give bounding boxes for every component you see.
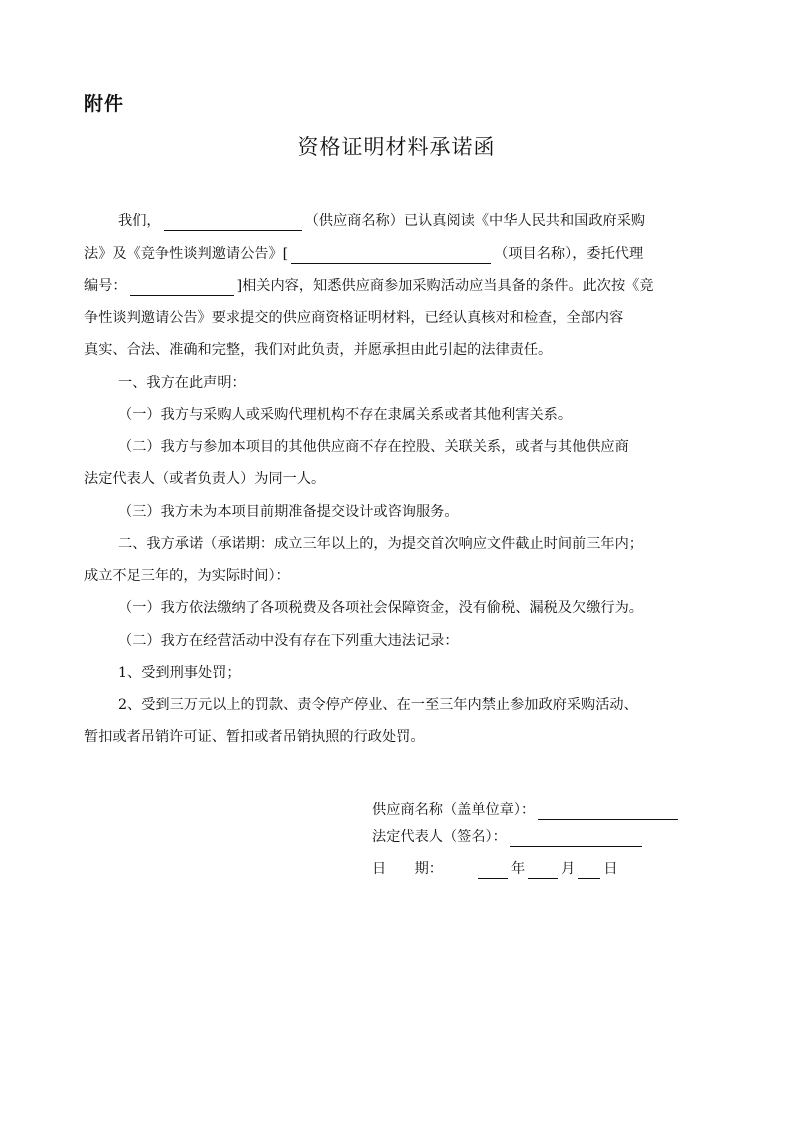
section1-heading: 一、我方在此声明： (118, 375, 246, 391)
section1-item2-line1: （二）我方与参加本项目的其他供应商不存在控股、关联关系，或者与其他供应商 (118, 439, 629, 455)
day-blank[interactable] (578, 863, 600, 879)
project-name-blank[interactable] (291, 248, 491, 264)
representative-blank[interactable] (510, 831, 642, 847)
intro-line-2 (84, 244, 716, 264)
section2-sub2-line1: 2、受到三万元以上的罚款、责令停产停业、在一至三年内禁止参加政府采购活动、 (118, 697, 638, 713)
date-row (372, 859, 618, 879)
representative-label: 法定代表人（签名）： (372, 829, 507, 845)
page-title: 资格证明材料承诺函 (297, 135, 496, 159)
intro-text-1: （供应商名称）已认真阅读《中华人民共和国政府采购 (304, 213, 646, 229)
intro-line-1 (84, 211, 716, 231)
section2-heading-line1: 二、我方承诺（承诺期：成立三年以上的，为提交首次响应文件截止时间前三年内； (118, 536, 643, 552)
intro-text-3b: ]相关内容，知悉供应商参加采购活动应当具备的条件。此次按《竞 (236, 278, 654, 294)
day-label: 日 (603, 861, 618, 877)
month-blank[interactable] (528, 863, 558, 879)
intro-we: 我们， (118, 213, 161, 229)
section2-item1: （一）我方依法缴纳了各项税费及各项社会保障资金，没有偷税、漏税及欠缴行为。 (118, 600, 643, 616)
month-label: 月 (561, 861, 576, 877)
year-label: 年 (510, 861, 526, 877)
section2-item2: （二）我方在经营活动中没有存在下列重大违法记录： (118, 633, 459, 649)
section2-sub2-line2: 暂扣或者吊销许可证、暂扣或者吊销执照的行政处罚。 (84, 729, 425, 745)
attachment-label: 附件 (84, 93, 125, 115)
supplier-seal-blank[interactable] (538, 804, 678, 820)
section2-sub1: 1、受到刑事处罚； (118, 665, 241, 681)
agency-number-blank[interactable] (130, 280, 234, 296)
section2-heading-line2: 成立不足三年的，为实际时间）： (84, 568, 290, 584)
intro-text-2a: 法》及《竞争性谈判邀请公告》[ (84, 246, 289, 262)
section1-item1: （一）我方与采购人或采购代理机构不存在隶属关系或者其他利害关系。 (118, 407, 573, 423)
representative-signature-row (372, 827, 645, 847)
supplier-seal-label: 供应商名称（盖单位章）： (372, 802, 536, 818)
year-blank[interactable] (478, 863, 508, 879)
section1-item3: （三）我方未为本项目前期准备提交设计或咨询服务。 (118, 504, 459, 520)
intro-text-2b: （项目名称），委托代理 (494, 246, 644, 262)
supplier-name-blank[interactable] (164, 215, 302, 231)
intro-line-4: 争性谈判邀请公告》要求提交的供应商资格证明材料，已经认真核对和检查，全部内容 (84, 310, 624, 326)
intro-text-3a: 编号： (84, 278, 127, 294)
supplier-signature-row (372, 800, 681, 820)
intro-line-5: 真实、合法、准确和完整，我们对此负责，并愿承担由此引起的法律责任。 (84, 342, 553, 358)
section1-item2-line2: 法定代表人（或者负责人）为同一人。 (84, 471, 326, 487)
date-label: 日 期： (372, 861, 443, 877)
intro-line-3 (84, 276, 716, 296)
